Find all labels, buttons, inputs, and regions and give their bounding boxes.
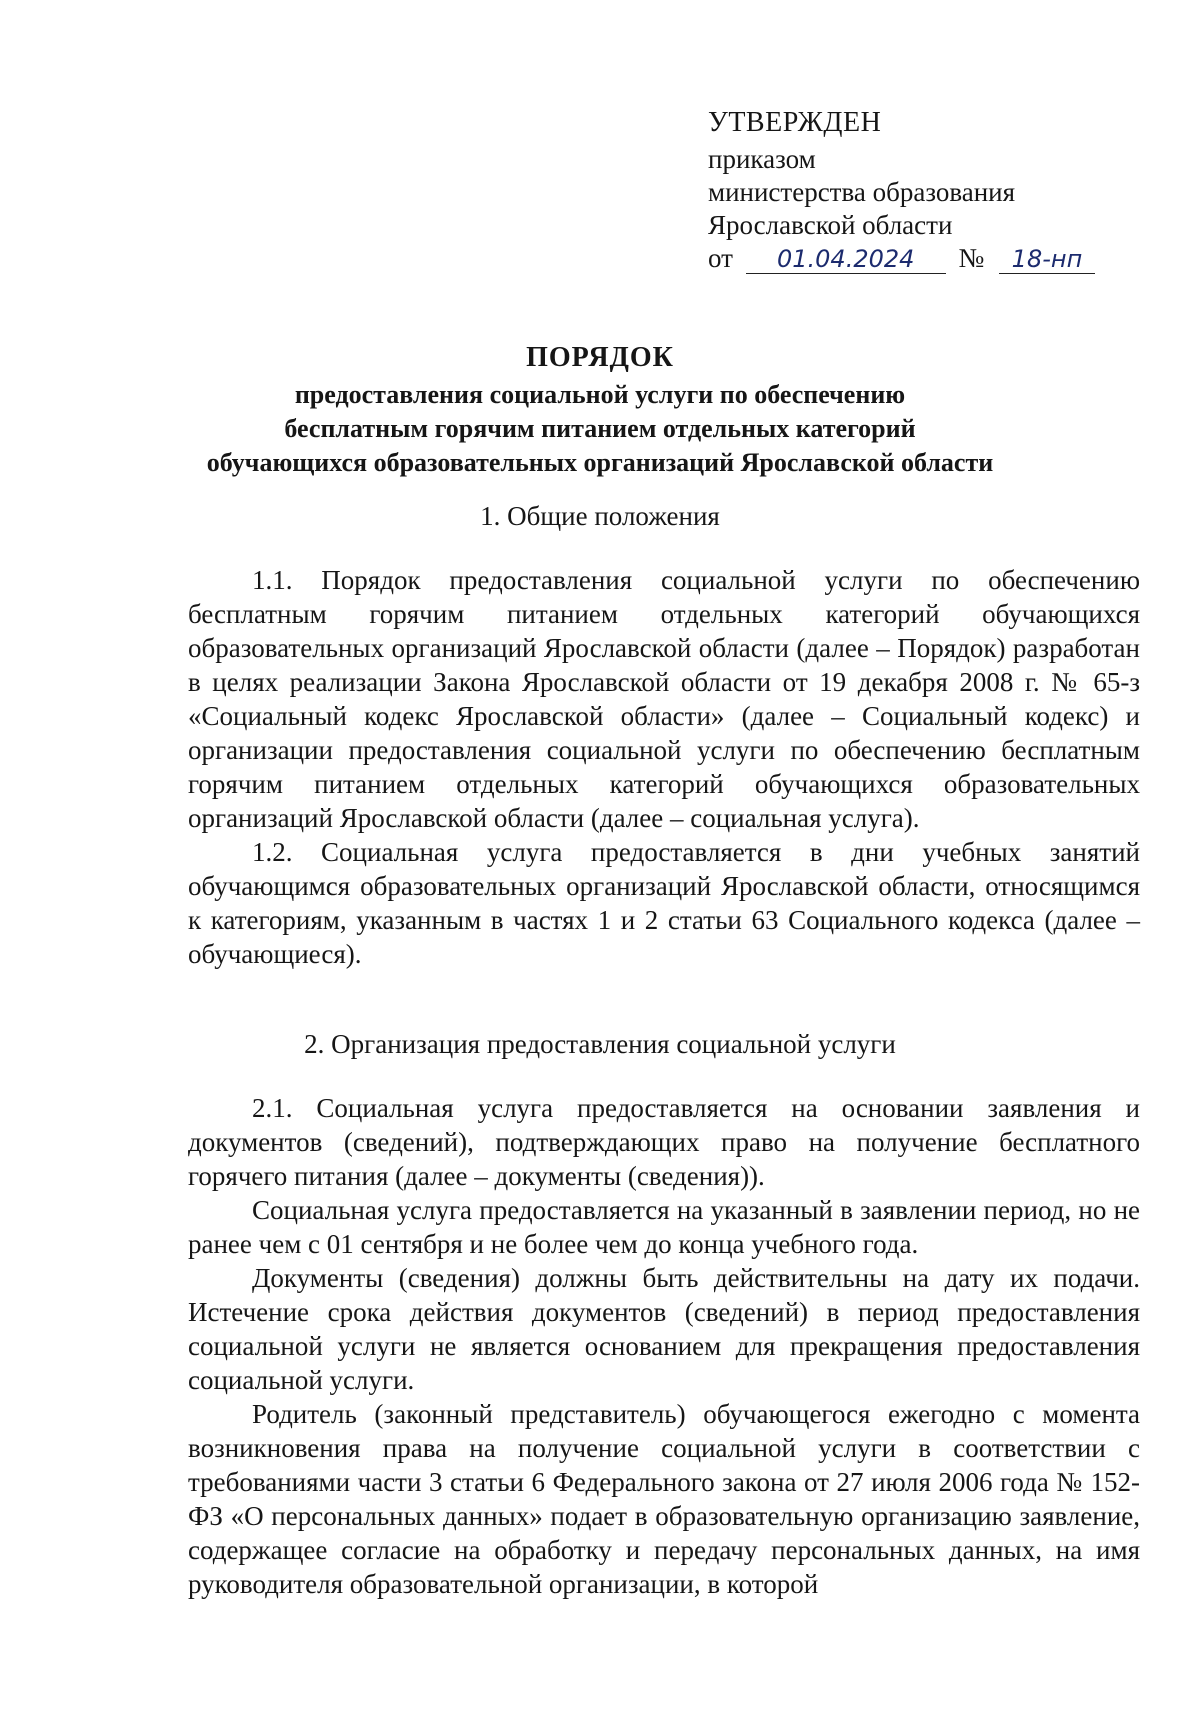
section-1-heading: 1. Общие положения [480,501,720,531]
approval-number-prefix: № [958,243,985,273]
approval-number-handwritten: 18-нп [999,245,1095,274]
paragraph-1-2: 1.2. Социальная услуга предоставляется в дни учебных занятий обучающимся образовательных организаций Ярославской области, относящимся к категориям, указанным в частях 1 и 2 статьи 63 Социального кодекса (далее – обучающиеся). [188,837,1140,969]
paragraph-2-1: 2.1. Социальная услуга предоставляется на основании заявления и документов (сведений), подтверждающих право на получение бесплатного горячего питания (далее – документы (сведения)). [188,1093,1140,1191]
approval-stamp-block [708,103,1168,275]
title-line-2: бесплатным горячим питанием отдельных категорий [284,414,916,443]
title-line-3: обучающихся образовательных организаций Ярославской области [206,448,994,477]
section-2-heading: 2. Организация предоставления социальной услуги [304,1029,896,1059]
section-2-body [188,1091,1140,1601]
approval-line-ministry: министерства образования [708,177,1016,207]
title-line-1: предоставления социальной услуги по обеспечению [294,380,906,409]
approval-date-prefix: от [708,243,733,273]
title-main: ПОРЯДОК [526,342,674,373]
paragraph-1-1: 1.1. Порядок предоставления социальной услуги по обеспечению бесплатным горячим питанием отдельных категорий обучающихся образовательных организаций Ярославской области (далее – Порядок) разработан в целях реализации Закона Ярославской области от 19 декабря 2008 г. № 65-з «Социальный кодекс Ярославской области» (далее – Социальный кодекс) и организации предоставления социальной услуги по обеспечению бесплатным горячим питанием отдельных категорий обучающихся образовательных организаций Ярославской области (далее – социальная услуга). [188,565,1140,833]
approval-line-order: приказом [708,144,816,174]
approval-heading: УТВЕРЖДЕН [708,107,882,138]
approval-line-region: Ярославской области [708,210,953,240]
approval-date-handwritten: 01.04.2024 [746,245,946,274]
approval-date-row [708,242,1168,275]
section-1-body [188,563,1140,971]
document-title [150,338,1050,480]
paragraph-2-2: Социальная услуга предоставляется на указанный в заявлении период, но не ранее чем с 01 сентября и не более чем до конца учебного года. [188,1195,1140,1259]
paragraph-2-3: Документы (сведения) должны быть действительны на дату их подачи. Истечение срока действия документов (сведений) в период предоставления социальной услуги не является основанием для прекращения предоставления социальной услуги. [188,1263,1140,1395]
paragraph-2-4: Родитель (законный представитель) обучающегося ежегодно с момента возникновения права на получение социальной услуги в соответствии с требованиями части 3 статьи 6 Федерального закона от 27 июля 2006 года № 152-ФЗ «О персональных данных» подает в образовательную организацию заявление, содержащее согласие на обработку и передачу персональных данных, на имя руководителя образовательной организации, в которой [188,1399,1140,1599]
